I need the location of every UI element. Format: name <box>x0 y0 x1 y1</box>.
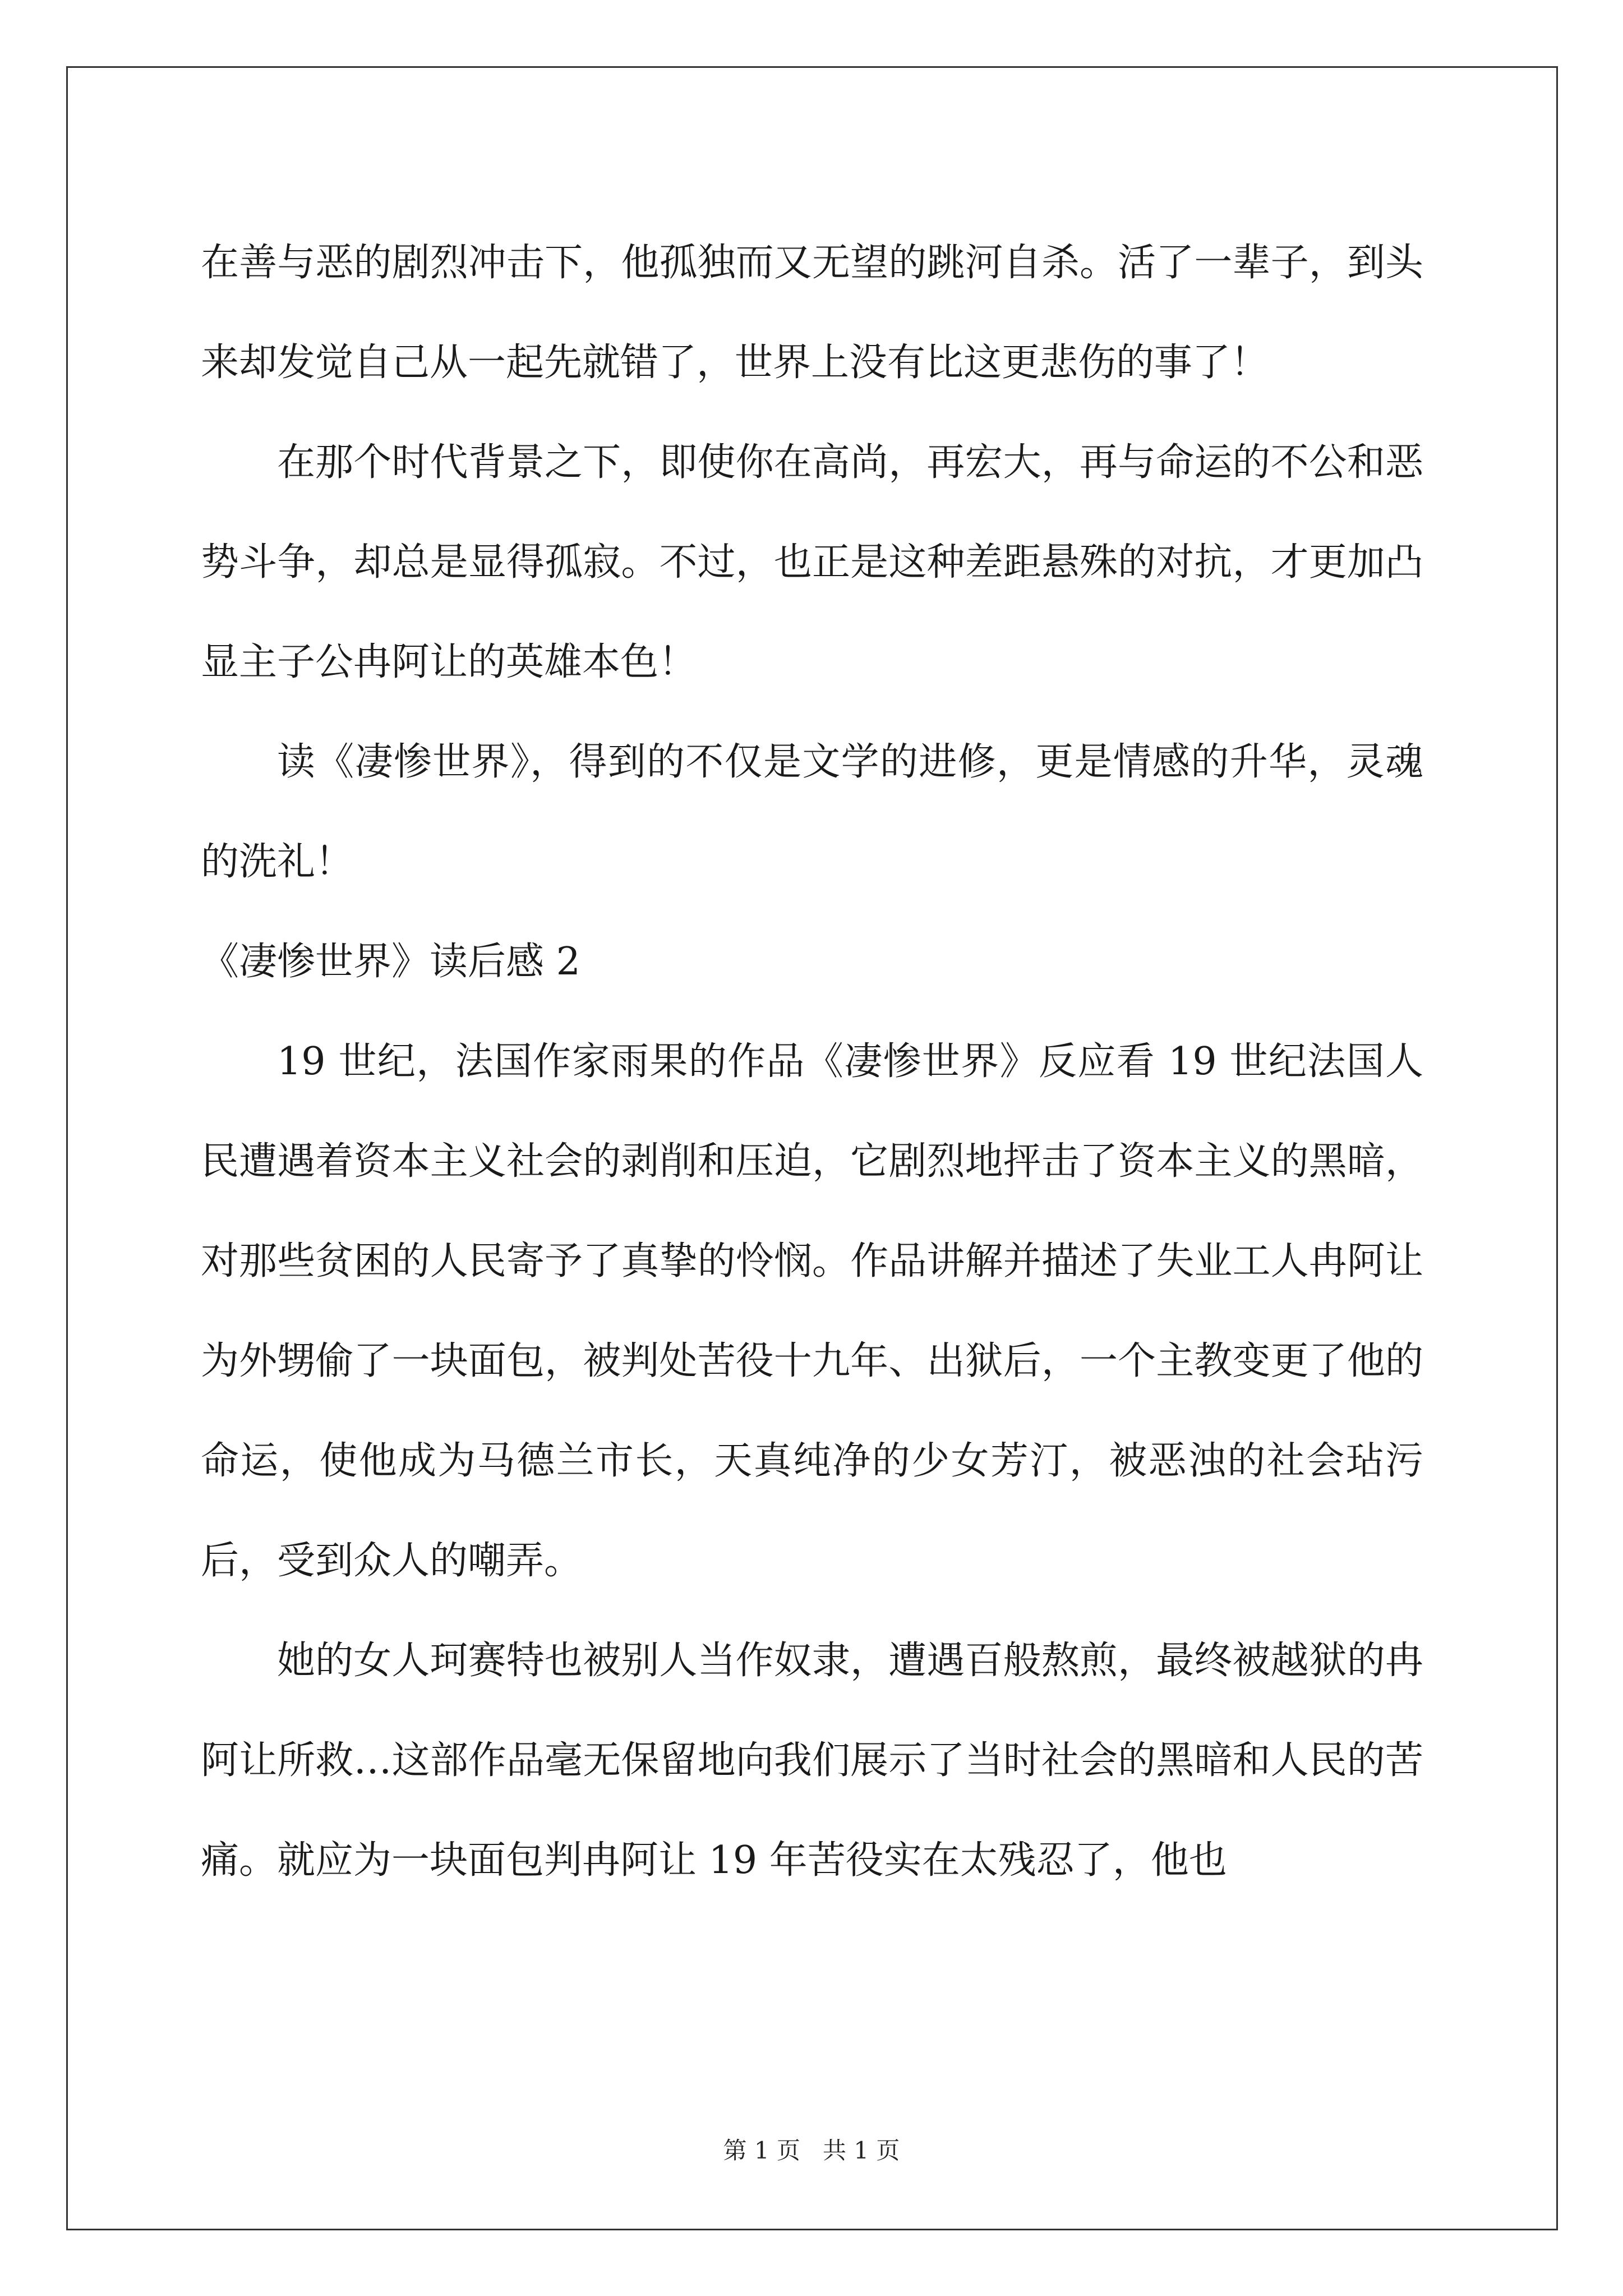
page-number: 第 1 页 <box>723 2137 800 2164</box>
paragraph-5: 她的女人珂赛特也被别人当作奴隶，遭遇百般熬煎，最终被越狱的冉阿让所救…这部作品毫无保留地向我们展示了当时社会的黑暗和人民的苦痛。就应为一块面包判冉阿让 19 年苦役实在太残忍了，他也 <box>201 1639 1423 1883</box>
paragraph-1: 在善与恶的剧烈冲击下，他孤独而又无望的跳河自杀。活了一辈子，到头来却发觉自己从一起先就错了，世界上没有比这更悲伤的事了！ <box>201 241 1423 385</box>
paragraph-4: 19 世纪，法国作家雨果的作品《凄惨世界》反应看 19 世纪法国人民遭遇着资本主义社会的剥削和压迫，它剧烈地抨击了资本主义的黑暗，对那些贫困的人民寄予了真挚的怜悯。作品讲解并描述了失业工人冉阿让为外甥偷了一块面包，被判处苦役十九年、出狱后，一个主教变更了他的命运，使他成为马德兰市长，天真纯净的少女芳汀，被恶浊的社会玷污后，受到众人的嘲弄。 <box>201 1039 1423 1583</box>
document-body <box>201 213 1423 1911</box>
paragraph-3: 读《凄惨世界》，得到的不仅是文学的进修，更是情感的升华，灵魂的洗礼！ <box>201 740 1423 884</box>
page-footer <box>0 2134 1623 2168</box>
paragraph-2: 在那个时代背景之下，即使你在高尚，再宏大，再与命运的不公和恶势斗争，却总是显得孤寂。不过，也正是这种差距悬殊的对抗，才更加凸显主子公冉阿让的英雄本色！ <box>201 440 1423 684</box>
page-total: 共 1 页 <box>823 2137 900 2164</box>
section-heading: 《凄惨世界》读后感 2 <box>201 940 580 984</box>
